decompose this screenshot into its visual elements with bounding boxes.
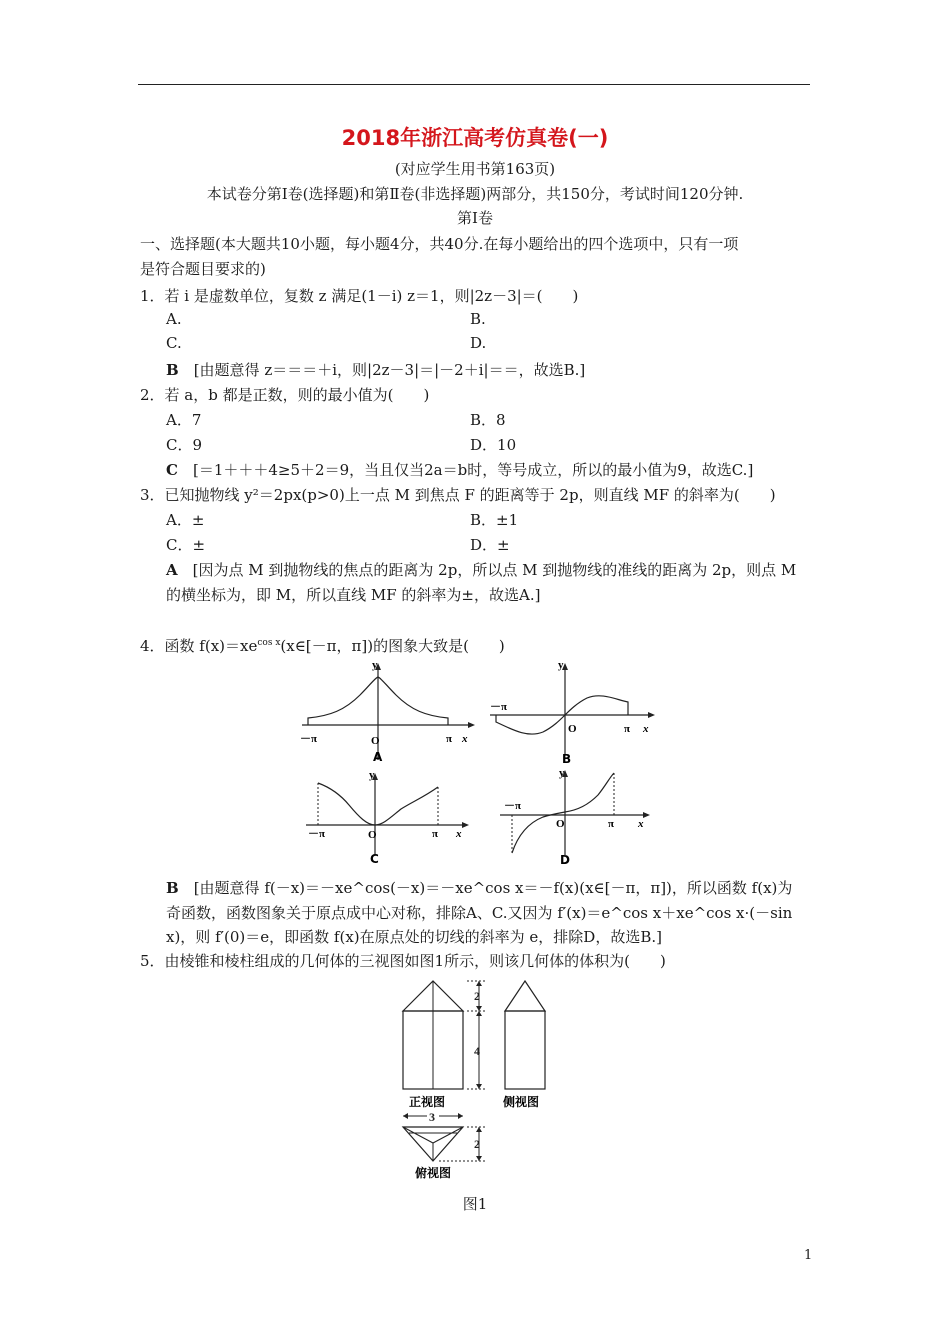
q3-option-c: C．± [166, 536, 206, 554]
q4-answer-text1: [由题意得 f(－x)＝－xe^cos(－x)＝－xe^cos x＝－f(x)(x∈[－π，π])，所以函数 f(x)为 [193, 879, 793, 897]
side-view-label: 侧视图 [503, 1095, 540, 1109]
q2-option-c: C．9 [166, 436, 203, 454]
q2-answer-text: [＝1＋＋＋4≥5＋2＝9，当且仅当2a＝b时，等号成立，所以的最小值为9，故选C.] [192, 461, 754, 479]
graph-b-x-arrow [648, 712, 655, 718]
graph-a-neg-pi: －π [300, 733, 318, 745]
q3-answer-letter: A [166, 561, 178, 579]
top-view [403, 1127, 463, 1161]
q4-stem-sup: cos x [257, 638, 281, 648]
graph-c [304, 765, 479, 870]
front-view [403, 981, 463, 1089]
graph-c-neg-pi: －π [308, 828, 326, 840]
q2-option-d: D．10 [470, 436, 517, 454]
graph-d-y-label: y [559, 767, 565, 779]
q3-answer-line2: 的横坐标为，即 M，所以直线 MF 的斜率为±，故选A.] [166, 586, 541, 604]
q4-answer-line2: 奇函数，函数图象关于原点成中心对称，排除A、C.又因为 f′(x)＝e^cos x＋xe^cos x·(－sin [166, 904, 793, 922]
graph-b-caption: B [562, 752, 572, 766]
graph-a-origin: O [371, 735, 380, 747]
q2-option-a: A．7 [166, 411, 202, 429]
q4-answer-line3: x)，则 f′(0)＝e，即函数 f(x)在原点处的切线的斜率为 e，排除D，故选B.] [166, 928, 662, 946]
q1-option-a: A. [166, 310, 182, 328]
intro-text: 本试卷分第Ⅰ卷(选择题)和第Ⅱ卷(非选择题)两部分，共150分，考试时间120分钟. [206, 185, 744, 203]
graph-c-curve [318, 783, 438, 825]
dim-depth: 2 [474, 1137, 480, 1151]
graph-a-caption: A [373, 750, 383, 764]
graph-d [498, 765, 673, 870]
part-heading: 第Ⅰ卷 [457, 209, 493, 227]
graph-a-pi: π [446, 733, 453, 745]
q1-answer [166, 359, 585, 380]
top-rule [138, 84, 810, 85]
q4-answer-letter: B [166, 879, 179, 897]
q1-option-b: B. [470, 310, 486, 328]
graph-d-neg-pi: －π [504, 800, 522, 812]
graph-a-y-label: y [372, 659, 378, 671]
q3-option-b: B．±1 [470, 511, 519, 529]
q1-option-d: D. [470, 334, 487, 352]
graph-b-y-label: y [558, 659, 564, 671]
graph-a-x-label: x [462, 733, 468, 745]
three-views-figure [395, 975, 565, 1190]
graph-b-x-label: x [643, 723, 649, 735]
q3-answer-text1: [因为点 M 到抛物线的焦点的距离为 2p，所以点 M 到抛物线的准线的距离为 2p，则点 M [192, 561, 797, 579]
graph-b [488, 660, 663, 765]
graph-b-origin: O [568, 723, 577, 735]
subtitle: (对应学生用书第163页) [394, 160, 556, 178]
graph-a [300, 660, 475, 765]
q2-stem: 2．若 a，b 都是正数，则的最小值为( ) [140, 386, 430, 404]
q2-answer [166, 459, 753, 480]
q2-answer-letter: C [166, 461, 178, 479]
dim-top: 2 [474, 989, 480, 1003]
page-title: 2018年浙江高考仿真卷(一) [341, 126, 609, 150]
q1-answer-text: [由题意得 z＝＝＝＋i，则|2z－3|＝|－2＋i|＝＝，故选B.] [193, 361, 586, 379]
graph-a-x-arrow [468, 722, 475, 728]
graph-c-origin: O [368, 829, 377, 841]
q1-option-c: C. [166, 334, 182, 352]
q4-stem [140, 635, 505, 656]
q4-stem-pre: 4．函数 f(x)＝xe [140, 637, 258, 655]
side-view [505, 981, 545, 1089]
graph-d-curve [512, 773, 614, 853]
q3-option-d: D．± [470, 536, 510, 554]
page-number: 1 [804, 1248, 813, 1263]
graph-d-pi: π [608, 818, 615, 830]
q1-stem: 1．若 i 是虚数单位，复数 z 满足(1－i) z＝1，则|2z－3|＝( ) [140, 287, 579, 305]
top-view-label: 俯视图 [415, 1166, 452, 1180]
q1-answer-letter: B [166, 361, 179, 379]
graph-c-y-label: y [369, 769, 375, 781]
q4-answer-line1 [166, 877, 792, 898]
q2-option-b: B．8 [470, 411, 506, 429]
graph-c-x-arrow [462, 822, 469, 828]
section-heading-line2: 是符合题目要求的) [140, 260, 266, 278]
q3-answer-line1 [166, 559, 796, 580]
graph-d-origin: O [556, 818, 565, 830]
q3-option-a: A．± [166, 511, 205, 529]
graph-d-caption: D [560, 853, 570, 867]
dim-mid: 4 [474, 1044, 480, 1058]
graph-d-x-label: x [638, 818, 644, 830]
graph-b-neg-pi: －π [490, 701, 508, 713]
graph-d-x-arrow [643, 812, 650, 818]
section-heading-line1: 一、选择题(本大题共10小题，每小题4分，共40分.在每小题给出的四个选项中，只有一项 [140, 235, 739, 253]
graph-c-x-label: x [456, 828, 462, 840]
dim-width: 3 [429, 1110, 435, 1124]
graph-b-pi: π [624, 723, 631, 735]
q3-stem: 3．已知抛物线 y²＝2px(p>0)上一点 M 到焦点 F 的距离等于 2p，则直线 MF 的斜率为( ) [140, 486, 776, 504]
graph-c-caption: C [370, 852, 379, 866]
q5-stem: 5．由棱锥和棱柱组成的几何体的三视图如图1所示，则该几何体的体积为( ) [140, 952, 666, 970]
front-view-label: 正视图 [409, 1095, 446, 1109]
graph-c-pi: π [432, 828, 439, 840]
q4-stem-post: (x∈[－π，π])的图象大致是( ) [280, 637, 505, 655]
figure-caption: 图1 [462, 1195, 488, 1213]
